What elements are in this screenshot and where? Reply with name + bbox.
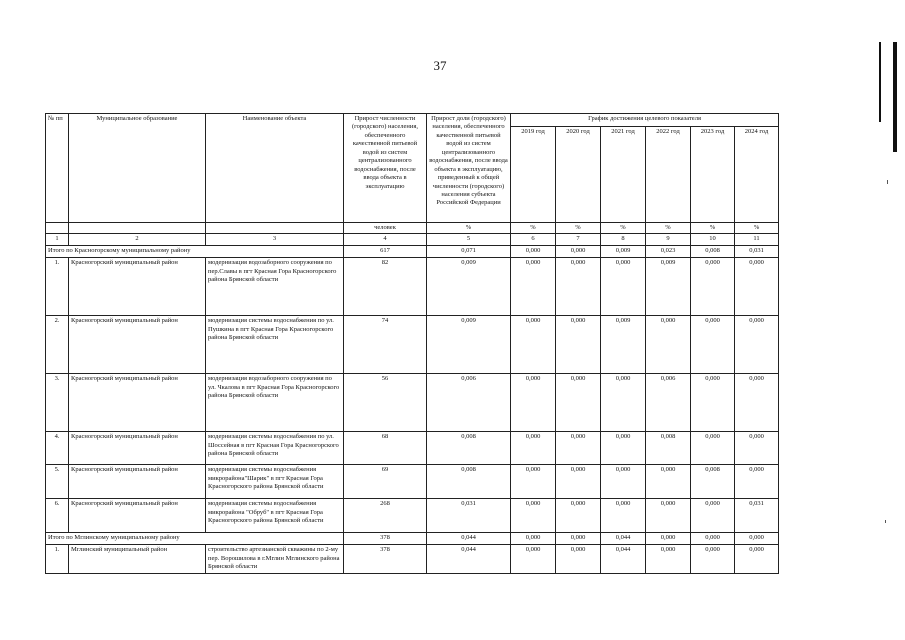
header-municipality: Муниципальное образование [69, 114, 206, 223]
row-municipality: Красногорский муниципальный район [69, 465, 206, 499]
row-year-value: 0,000 [691, 374, 735, 432]
row-count: 56 [344, 374, 427, 432]
total-year-value: 0,008 [691, 246, 735, 258]
row-year-value: 0,000 [735, 545, 779, 573]
total-count: 378 [344, 533, 427, 545]
row-municipality: Красногорский муниципальный район [69, 316, 206, 374]
row-year-value: 0,008 [646, 432, 691, 465]
row-object: модернизация водозаборного сооружения по ул. Чкалова в пгт Красная Гора Красногорского района Брянской области [206, 374, 344, 432]
row-year-value: 0,000 [735, 316, 779, 374]
table-row [46, 432, 779, 465]
header-year: 2022 год [646, 127, 691, 223]
column-number: 5 [427, 234, 511, 246]
table-row [46, 374, 779, 432]
header-year: 2020 год [556, 127, 601, 223]
row-year-value: 0,000 [511, 258, 556, 316]
unit-year: % [556, 223, 601, 234]
row-year-value: 0,031 [735, 499, 779, 533]
row-number: 6. [46, 499, 69, 533]
row-year-value: 0,000 [735, 258, 779, 316]
row-share: 0,008 [427, 432, 511, 465]
target-indicator-table [45, 113, 779, 574]
header-year: 2024 год [735, 127, 779, 223]
row-year-value: 0,009 [646, 258, 691, 316]
row-year-value: 0,000 [735, 432, 779, 465]
header-row [46, 114, 779, 127]
row-year-value: 0,000 [511, 465, 556, 499]
row-year-value: 0,000 [735, 374, 779, 432]
total-year-value: 0,000 [735, 533, 779, 545]
row-year-value: 0,009 [601, 316, 646, 374]
row-year-value: 0,000 [511, 316, 556, 374]
total-label: Итого по Мглинскому муниципальному району [46, 533, 344, 545]
row-year-value: 0,000 [556, 316, 601, 374]
row-year-value: 0,000 [691, 316, 735, 374]
unit-year: % [601, 223, 646, 234]
total-year-value: 0,009 [601, 246, 646, 258]
unit-year: % [691, 223, 735, 234]
row-object: строительство артезианской скважины по 2-му пер. Ворошилова в г.Мглин Мглинского района Брянской области [206, 545, 344, 573]
row-year-value: 0,000 [601, 258, 646, 316]
row-share: 0,006 [427, 374, 511, 432]
row-count: 68 [344, 432, 427, 465]
total-year-value: 0,000 [691, 533, 735, 545]
unit-count: человек [344, 223, 427, 234]
header-year: 2021 год [601, 127, 646, 223]
total-year-value: 0,044 [601, 533, 646, 545]
total-row [46, 533, 779, 545]
total-share: 0,044 [427, 533, 511, 545]
total-label: Итого по Красногорскому муниципальному району [46, 246, 344, 258]
row-share: 0,044 [427, 545, 511, 573]
row-count: 268 [344, 499, 427, 533]
table-row [46, 465, 779, 499]
scan-artifact-speck [887, 180, 888, 184]
header-object: Наименование объекта [206, 114, 344, 223]
header-growth-share: Прирост доли (городского) населения, обеспеченного качественной питьевой водой из систем централизованного водоснабжения, после ввода объекта в эксплуатацию, приведенный к общей численности (городского) населения субъекта Российской Федерации [427, 114, 511, 223]
row-year-value: 0,000 [511, 499, 556, 533]
total-row [46, 246, 779, 258]
row-share: 0,009 [427, 316, 511, 374]
row-share: 0,031 [427, 499, 511, 533]
scan-artifact-speck [885, 520, 886, 523]
column-number: 9 [646, 234, 691, 246]
total-year-value: 0,000 [511, 533, 556, 545]
column-number: 1 [46, 234, 69, 246]
column-number: 3 [206, 234, 344, 246]
total-year-value: 0,023 [646, 246, 691, 258]
row-number: 5. [46, 465, 69, 499]
row-year-value: 0,000 [556, 545, 601, 573]
row-year-value: 0,000 [601, 499, 646, 533]
row-municipality: Красногорский муниципальный район [69, 499, 206, 533]
unit-year: % [735, 223, 779, 234]
table-row [46, 545, 779, 573]
row-year-value: 0,000 [556, 258, 601, 316]
scan-artifact-bar [879, 42, 881, 122]
row-year-value: 0,000 [511, 545, 556, 573]
row-count: 378 [344, 545, 427, 573]
row-municipality: Красногорский муниципальный район [69, 432, 206, 465]
header-no: № пп [46, 114, 69, 223]
table-row [46, 316, 779, 374]
row-year-value: 0,000 [691, 499, 735, 533]
column-number: 10 [691, 234, 735, 246]
row-year-value: 0,000 [601, 374, 646, 432]
column-number: 2 [69, 234, 206, 246]
row-count: 74 [344, 316, 427, 374]
row-year-value: 0,000 [691, 258, 735, 316]
row-year-value: 0,000 [556, 499, 601, 533]
row-year-value: 0,000 [556, 374, 601, 432]
row-number: 1. [46, 545, 69, 573]
row-year-value: 0,000 [556, 432, 601, 465]
row-object: модернизация системы водоснабжения микрорайона"Шарик" в пгт Красная Гора Красногорского района Брянской области [206, 465, 344, 499]
row-object: модернизация системы водоснабжения по ул. Шоссейная в пгт Красная Гора Красногорского района Брянской области [206, 432, 344, 465]
row-year-value: 0,006 [646, 374, 691, 432]
row-year-value: 0,000 [646, 545, 691, 573]
row-number: 1. [46, 258, 69, 316]
unit-year: % [646, 223, 691, 234]
row-year-value: 0,000 [646, 316, 691, 374]
header-year: 2019 год [511, 127, 556, 223]
header-schedule: График достижения целевого показателя [511, 114, 779, 127]
row-count: 82 [344, 258, 427, 316]
column-number: 8 [601, 234, 646, 246]
header-growth-count: Прирост численности (городского) населения, обеспеченного качественной питьевой водой из систем централизованного водоснабжения, после ввода объекта в эксплуатацию [344, 114, 427, 223]
row-count: 69 [344, 465, 427, 499]
row-year-value: 0,044 [601, 545, 646, 573]
total-year-value: 0,000 [646, 533, 691, 545]
table-row [46, 258, 779, 316]
row-year-value: 0,000 [691, 432, 735, 465]
row-year-value: 0,000 [646, 499, 691, 533]
table-row [46, 499, 779, 533]
row-year-value: 0,000 [691, 545, 735, 573]
row-year-value: 0,000 [511, 432, 556, 465]
page-number: 37 [433, 58, 447, 73]
row-object: модернизация водозаборного сооружения по пер.Славы в пгт Красная Гора Красногорского района Брянской области [206, 258, 344, 316]
row-number: 4. [46, 432, 69, 465]
units-row [46, 223, 779, 234]
row-year-value: 0,000 [511, 374, 556, 432]
unit-share: % [427, 223, 511, 234]
row-municipality: Красногорский муниципальный район [69, 374, 206, 432]
row-object: модернизация системы водоснабжения по ул. Пушкина в пгт Красная Гора Красногорского района Брянской области [206, 316, 344, 374]
total-year-value: 0,031 [735, 246, 779, 258]
column-number: 11 [735, 234, 779, 246]
total-year-value: 0,000 [556, 246, 601, 258]
column-numbers-row [46, 234, 779, 246]
row-year-value: 0,008 [691, 465, 735, 499]
header-year: 2023 год [691, 127, 735, 223]
column-number: 4 [344, 234, 427, 246]
unit-year: % [511, 223, 556, 234]
row-share: 0,008 [427, 465, 511, 499]
total-year-value: 0,000 [556, 533, 601, 545]
row-municipality: Мглинский муниципальный район [69, 545, 206, 573]
scan-artifact-bar [893, 42, 897, 152]
row-share: 0,009 [427, 258, 511, 316]
total-year-value: 0,000 [511, 246, 556, 258]
column-number: 7 [556, 234, 601, 246]
row-year-value: 0,000 [646, 465, 691, 499]
row-number: 3. [46, 374, 69, 432]
row-object: модернизация системы водоснабжения микрорайона "Обруб" в пгт Красная Гора Красногорского района Брянской области [206, 499, 344, 533]
row-year-value: 0,000 [735, 465, 779, 499]
total-count: 617 [344, 246, 427, 258]
total-share: 0,071 [427, 246, 511, 258]
row-municipality: Красногорский муниципальный район [69, 258, 206, 316]
column-number: 6 [511, 234, 556, 246]
row-number: 2. [46, 316, 69, 374]
row-year-value: 0,000 [556, 465, 601, 499]
row-year-value: 0,000 [601, 432, 646, 465]
row-year-value: 0,000 [601, 465, 646, 499]
